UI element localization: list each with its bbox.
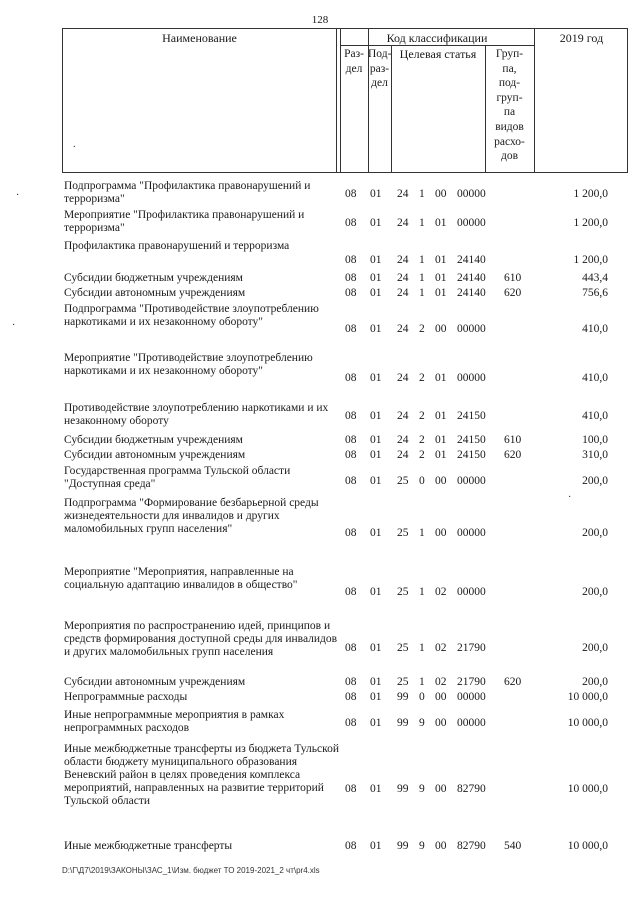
row-subsection: 01 <box>370 691 382 703</box>
header-name: Наименование <box>162 31 237 45</box>
row-target-event: 01 <box>435 217 447 229</box>
row-section: 08 <box>345 272 357 284</box>
header-subsection: Под- раз- дел <box>368 48 392 90</box>
row-section: 08 <box>345 217 357 229</box>
row-target-event: 00 <box>435 840 447 852</box>
header-mark: . <box>73 139 76 150</box>
row-target-direction: 82790 <box>457 840 486 852</box>
row-target-direction: 00000 <box>457 717 486 729</box>
row-target-subprogram: 0 <box>419 475 425 487</box>
table-row <box>0 743 640 834</box>
row-amount: 1 200,0 <box>573 188 608 200</box>
row-target-subprogram: 9 <box>419 840 425 852</box>
row-target-program: 24 <box>397 372 409 384</box>
file-path-footer: D:\Г\Д7\2019\ЗАКОНЫ\ЗАС_1\Изм. бюджет ТО 2019-2021_2 чт\рr4.xls <box>62 866 320 875</box>
row-section: 08 <box>345 586 357 598</box>
row-target-direction: 24140 <box>457 287 486 299</box>
row-amount: 200,0 <box>582 586 608 598</box>
row-amount: 200,0 <box>582 676 608 688</box>
row-amount: 10 000,0 <box>567 783 608 795</box>
row-amount: 10 000,0 <box>567 840 608 852</box>
row-name: Иные непрограммные мероприятия в рамках непрограммных расходов <box>64 709 285 734</box>
row-target-direction: 00000 <box>457 691 486 703</box>
row-target-direction: 24150 <box>457 449 486 461</box>
row-target-direction: 00000 <box>457 527 486 539</box>
row-target-event: 01 <box>435 254 447 266</box>
row-subsection: 01 <box>370 527 382 539</box>
row-target-program: 25 <box>397 475 409 487</box>
row-target-subprogram: 2 <box>419 323 425 335</box>
row-target-direction: 21790 <box>457 642 486 654</box>
row-target-event: 01 <box>435 434 447 446</box>
row-name: Субсидии автономным учреждениям <box>64 449 246 461</box>
row-section: 08 <box>345 783 357 795</box>
table-row <box>0 620 640 672</box>
row-name: Непрограммные расходы <box>64 691 188 703</box>
row-subsection: 01 <box>370 840 382 852</box>
row-name: Подпрограмма "Противодействие злоупотреблению наркотиками и их незаконному обороту" <box>64 303 319 328</box>
row-expense-type: 610 <box>504 434 522 446</box>
table-row <box>0 352 640 391</box>
row-name: Субсидии бюджетным учреждениям <box>64 434 243 446</box>
row-target-direction: 24150 <box>457 434 486 446</box>
row-target-event: 02 <box>435 586 447 598</box>
row-subsection: 01 <box>370 272 382 284</box>
margin-mark: · <box>12 320 16 331</box>
row-name: Мероприятие "Мероприятия, направленные на социальную адаптацию инвалидов в общество" <box>64 566 298 591</box>
row-subsection: 01 <box>370 410 382 422</box>
table-row <box>0 691 640 704</box>
row-target-subprogram: 9 <box>419 783 425 795</box>
row-amount: 1 200,0 <box>573 254 608 266</box>
row-amount: 756,6 <box>582 287 608 299</box>
row-name: Иные межбюджетные трансферты из бюджета Тульской области бюджету муниципального образования Веневский район в целях проведения комплекса мероприятий, направленных на развитие территорий Тульской области <box>64 743 340 807</box>
row-target-program: 24 <box>397 287 409 299</box>
row-amount: 1 200,0 <box>573 217 608 229</box>
row-amount: 200,0 <box>582 642 608 654</box>
row-section: 08 <box>345 372 357 384</box>
header-group: Груп- па, под- груп- па видов расхо- дов <box>494 48 525 163</box>
row-target-event: 00 <box>435 691 447 703</box>
row-amount: 410,0 <box>582 410 608 422</box>
margin-mark: · <box>568 492 572 503</box>
row-target-subprogram: 1 <box>419 527 425 539</box>
row-section: 08 <box>345 840 357 852</box>
row-target-subprogram: 1 <box>419 586 425 598</box>
table-row <box>0 402 640 428</box>
row-amount: 200,0 <box>582 475 608 487</box>
row-subsection: 01 <box>370 323 382 335</box>
row-target-program: 24 <box>397 188 409 200</box>
row-expense-type: 620 <box>504 676 522 688</box>
row-target-event: 02 <box>435 642 447 654</box>
header-code-group: Код классификации <box>386 31 488 45</box>
row-name: Мероприятия по распространению идей, принципов и средств формирования доступной среды для инвалидов и других маломобильных групп населения <box>64 620 338 658</box>
row-target-direction: 00000 <box>457 188 486 200</box>
header-section: Раз- дел <box>344 48 364 75</box>
table-row <box>0 272 640 285</box>
margin-mark: · <box>16 190 20 201</box>
row-subsection: 01 <box>370 475 382 487</box>
row-name: Подпрограмма "Профилактика правонарушений и терроризма" <box>64 180 311 205</box>
row-section: 08 <box>345 449 357 461</box>
row-section: 08 <box>345 527 357 539</box>
row-target-subprogram: 9 <box>419 717 425 729</box>
row-target-subprogram: 1 <box>419 642 425 654</box>
table-row <box>0 465 640 491</box>
row-target-subprogram: 1 <box>419 287 425 299</box>
row-target-program: 24 <box>397 254 409 266</box>
row-amount: 100,0 <box>582 434 608 446</box>
table-row <box>0 180 640 206</box>
page-number: 128 <box>311 14 329 26</box>
row-target-subprogram: 2 <box>419 434 425 446</box>
row-section: 08 <box>345 188 357 200</box>
row-target-event: 01 <box>435 272 447 284</box>
row-name: Субсидии автономным учреждениям <box>64 287 246 299</box>
table-row <box>0 209 640 235</box>
table-row <box>0 840 640 853</box>
row-target-subprogram: 1 <box>419 217 425 229</box>
row-target-direction: 00000 <box>457 475 486 487</box>
row-expense-type: 610 <box>504 272 522 284</box>
row-amount: 10 000,0 <box>567 691 608 703</box>
row-target-program: 99 <box>397 840 409 852</box>
row-target-program: 24 <box>397 410 409 422</box>
row-target-direction: 82790 <box>457 783 486 795</box>
row-subsection: 01 <box>370 372 382 384</box>
row-amount: 10 000,0 <box>567 717 608 729</box>
row-target-subprogram: 1 <box>419 254 425 266</box>
row-name: Профилактика правонарушений и терроризма <box>64 240 290 252</box>
row-section: 08 <box>345 717 357 729</box>
row-target-subprogram: 2 <box>419 449 425 461</box>
row-target-direction: 00000 <box>457 586 486 598</box>
row-name: Подпрограмма "Формирование безбарьерной среды жизнедеятельности для инвалидов и других маломобильных групп населения" <box>64 497 319 535</box>
row-amount: 443,4 <box>582 272 608 284</box>
row-target-event: 00 <box>435 475 447 487</box>
table-row <box>0 676 640 689</box>
table-header <box>62 28 628 173</box>
row-amount: 410,0 <box>582 323 608 335</box>
table-row <box>0 497 640 539</box>
row-target-event: 00 <box>435 323 447 335</box>
row-target-subprogram: 2 <box>419 410 425 422</box>
row-target-event: 01 <box>435 372 447 384</box>
row-target-event: 00 <box>435 527 447 539</box>
row-target-event: 01 <box>435 410 447 422</box>
row-target-program: 24 <box>397 434 409 446</box>
row-target-direction: 21790 <box>457 676 486 688</box>
row-target-program: 24 <box>397 217 409 229</box>
row-target-event: 00 <box>435 717 447 729</box>
row-section: 08 <box>345 642 357 654</box>
row-expense-type: 620 <box>504 449 522 461</box>
row-subsection: 01 <box>370 287 382 299</box>
row-subsection: 01 <box>370 188 382 200</box>
row-name: Противодействие злоупотреблению наркотиками и их незаконному обороту <box>64 402 329 427</box>
row-target-event: 01 <box>435 449 447 461</box>
row-subsection: 01 <box>370 449 382 461</box>
row-section: 08 <box>345 434 357 446</box>
row-target-event: 02 <box>435 676 447 688</box>
table-row <box>0 434 640 447</box>
row-name: Субсидии бюджетным учреждениям <box>64 272 243 284</box>
row-target-direction: 00000 <box>457 323 486 335</box>
row-target-event: 00 <box>435 783 447 795</box>
row-target-direction: 24140 <box>457 254 486 266</box>
row-subsection: 01 <box>370 676 382 688</box>
row-name: Мероприятие "Профилактика правонарушений и терроризма" <box>64 209 305 234</box>
row-expense-type: 540 <box>504 840 522 852</box>
row-subsection: 01 <box>370 717 382 729</box>
table-row <box>0 449 640 462</box>
row-subsection: 01 <box>370 783 382 795</box>
table-row <box>0 709 640 735</box>
row-target-direction: 00000 <box>457 217 486 229</box>
row-subsection: 01 <box>370 434 382 446</box>
row-section: 08 <box>345 287 357 299</box>
row-subsection: 01 <box>370 586 382 598</box>
row-subsection: 01 <box>370 642 382 654</box>
row-target-program: 24 <box>397 449 409 461</box>
row-target-program: 25 <box>397 586 409 598</box>
row-target-program: 99 <box>397 783 409 795</box>
header-year: 2019 год <box>559 31 604 45</box>
row-name: Мероприятие "Противодействие злоупотреблению наркотиками и их незаконному обороту" <box>64 352 313 377</box>
row-target-program: 25 <box>397 642 409 654</box>
table-row <box>0 303 640 342</box>
row-target-direction: 00000 <box>457 372 486 384</box>
header-target: Целевая статья <box>399 47 477 61</box>
row-section: 08 <box>345 475 357 487</box>
row-target-subprogram: 1 <box>419 272 425 284</box>
row-target-subprogram: 1 <box>419 188 425 200</box>
row-expense-type: 620 <box>504 287 522 299</box>
row-target-event: 00 <box>435 188 447 200</box>
row-target-program: 24 <box>397 323 409 335</box>
row-target-subprogram: 0 <box>419 691 425 703</box>
row-name: Иные межбюджетные трансферты <box>64 840 233 852</box>
row-section: 08 <box>345 691 357 703</box>
row-amount: 200,0 <box>582 527 608 539</box>
row-section: 08 <box>345 254 357 266</box>
row-target-program: 24 <box>397 272 409 284</box>
row-amount: 310,0 <box>582 449 608 461</box>
row-target-program: 99 <box>397 691 409 703</box>
row-target-program: 25 <box>397 676 409 688</box>
row-target-subprogram: 2 <box>419 372 425 384</box>
row-target-direction: 24140 <box>457 272 486 284</box>
table-row <box>0 566 640 598</box>
row-name: Государственная программа Тульской области "Доступная среда" <box>64 465 291 490</box>
table-row <box>0 240 640 266</box>
row-target-program: 99 <box>397 717 409 729</box>
row-section: 08 <box>345 323 357 335</box>
table-row <box>0 287 640 300</box>
row-amount: 410,0 <box>582 372 608 384</box>
row-subsection: 01 <box>370 217 382 229</box>
row-target-direction: 24150 <box>457 410 486 422</box>
row-subsection: 01 <box>370 254 382 266</box>
row-section: 08 <box>345 676 357 688</box>
row-name: Субсидии автономным учреждениям <box>64 676 246 688</box>
row-target-program: 25 <box>397 527 409 539</box>
row-target-event: 01 <box>435 287 447 299</box>
row-target-subprogram: 1 <box>419 676 425 688</box>
row-section: 08 <box>345 410 357 422</box>
